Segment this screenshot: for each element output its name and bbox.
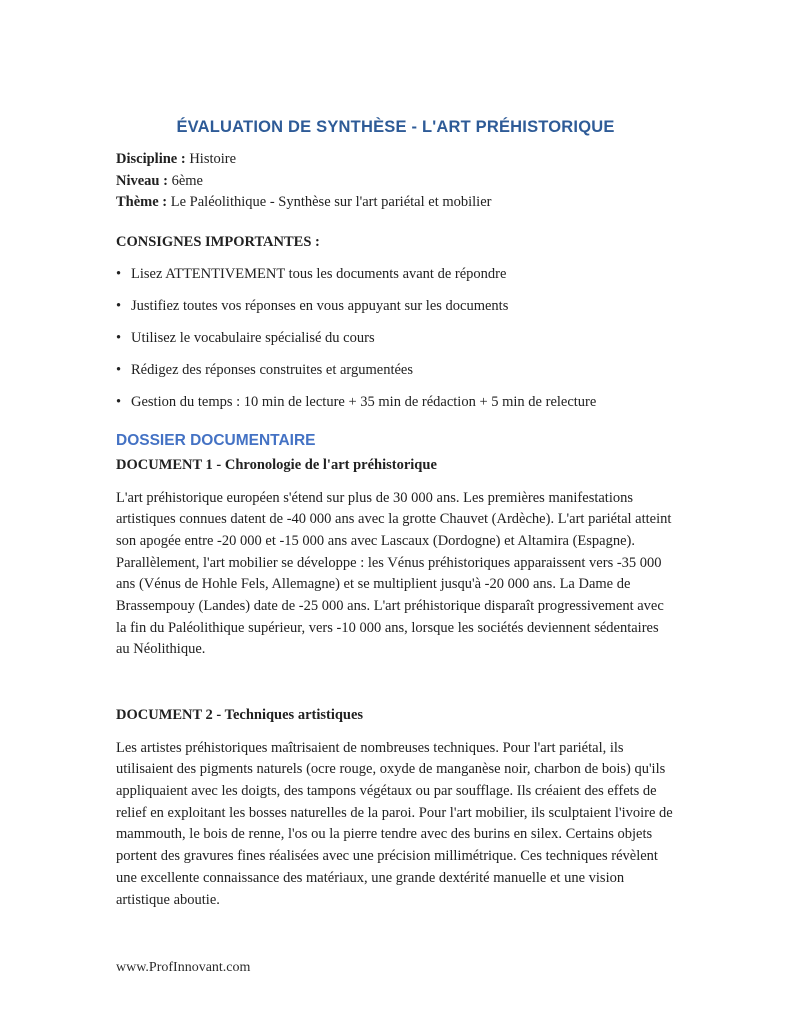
meta-theme [116, 192, 675, 214]
list-item [116, 392, 675, 414]
bullet-icon: • [116, 329, 122, 346]
meta-theme-label: Thème : [116, 194, 168, 210]
consigne-text: Lisez ATTENTIVEMENT tous les documents avant de répondre [131, 265, 507, 282]
list-item [116, 360, 675, 382]
dossier-section-heading: DOSSIER DOCUMENTAIRE [116, 432, 316, 449]
meta-discipline-value: Histoire [189, 151, 237, 167]
consigne-text: Utilisez le vocabulaire spécialisé du cours [131, 329, 375, 346]
meta-niveau-label: Niveau : [116, 172, 168, 189]
meta-discipline [116, 149, 675, 171]
bullet-icon: • [116, 361, 122, 378]
document-2-heading: DOCUMENT 2 - Techniques artistiques [116, 707, 364, 724]
consigne-text: Rédigez des réponses construites et argumentées [131, 361, 413, 378]
meta-niveau-value: 6ème [171, 172, 203, 189]
bullet-icon: • [116, 297, 122, 314]
list-item [116, 296, 675, 318]
bullet-icon: • [116, 265, 122, 282]
bullet-icon: • [116, 393, 122, 410]
consigne-text: Gestion du temps : 10 min de lecture + 35 min de rédaction + 5 min de relecture [131, 393, 597, 410]
list-item [116, 264, 675, 286]
page-title: ÉVALUATION DE SYNTHÈSE - L'ART PRÉHISTORIQUE [176, 118, 615, 136]
consignes-heading: CONSIGNES IMPORTANTES : [116, 233, 320, 250]
list-item [116, 328, 675, 350]
document-1-body: L'art préhistorique européen s'étend sur plus de 30 000 ans. Les premières manifestations artistiques connues datent de -40 000 ans avec la grotte Chauvet (Ardèche). L'art pariétal atteint son apogée entre -20 000 et -15 000 ans avec Lascaux (Dordogne) et Altamira (Espagne). Parallèlement, l'art mobilier se développe : les Vénus préhistoriques apparaissent vers -35 000 ans (Vénus de Hohle Fels, Allemagne) et se multiplient jusqu'à -20 000 ans. La Dame de Brassempouy (Landes) date de -25 000 ans. L'art préhistorique disparaît progressivement avec la fin du Paléolithique supérieur, vers -10 000 ans, lorsque les sociétés deviennent sédentaires au Néolithique. [116, 489, 672, 658]
meta-theme-value: Le Paléolithique - Synthèse sur l'art pariétal et mobilier [170, 194, 492, 210]
document-1-heading: DOCUMENT 1 - Chronologie de l'art préhistorique [116, 457, 437, 473]
meta-discipline-label: Discipline : [116, 151, 186, 167]
footer-website: www.ProfInnovant.com [116, 960, 251, 975]
meta-niveau [116, 171, 675, 193]
document-2-body: Les artistes préhistoriques maîtrisaient de nombreuses techniques. Pour l'art pariétal, ils utilisaient des pigments naturels (ocre rouge, oxyde de manganèse noir, charbon de bois) qu'ils appliquaient avec les doigts, des tampons végétaux ou par soufflage. Ils créaient des effets de relief en exploitant les bosses naturelles de la paroi. Pour l'art mobilier, ils sculptaient l'ivoire de mammouth, le bois de renne, l'os ou la pierre tendre avec des burins en silex. Certains objets portent des gravures fines réalisées avec une précision millimétrique. Ces techniques révèlent une excellente connaissance des matériaux, une grande dextérité manuelle et une vision artistique aboutie. [116, 739, 673, 908]
consigne-text: Justifiez toutes vos réponses en vous appuyant sur les documents [131, 297, 509, 314]
